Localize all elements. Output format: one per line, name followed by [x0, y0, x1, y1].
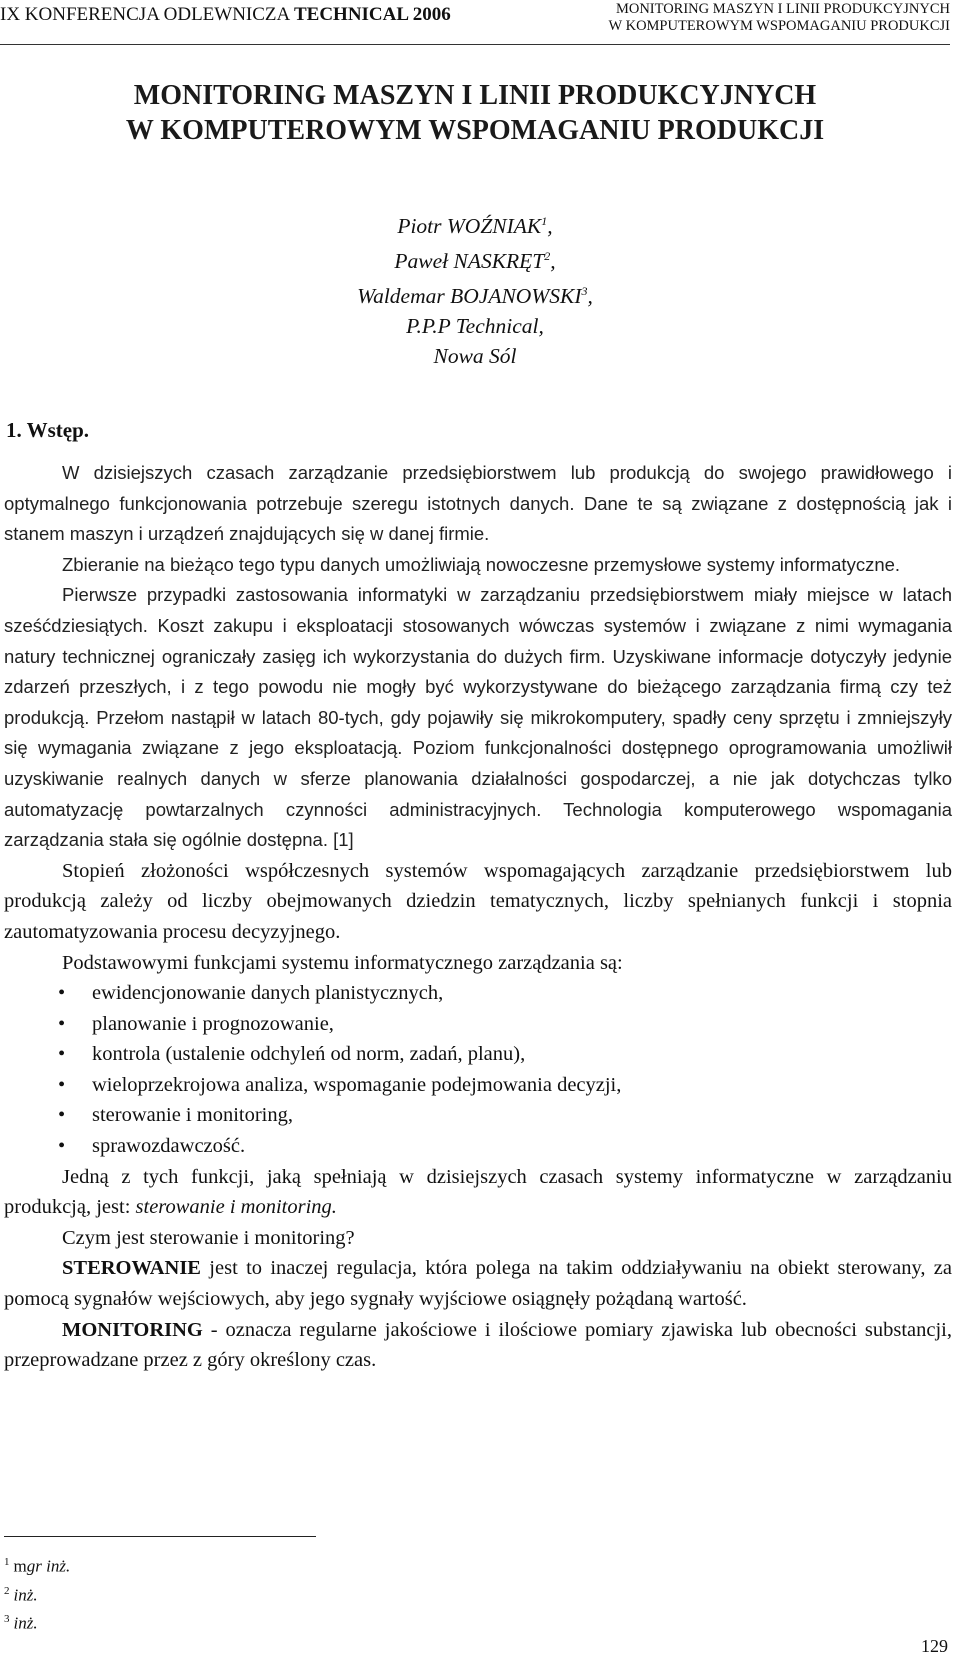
definition-sterowanie: jest to inaczej regulacja, która polega na takim oddziaływaniu na obiekt sterowany, za pomocą sygnałów wejściowych, aby jego sygnały wyjściowe osiągnęły pożądaną wartość.	[4, 1257, 952, 1311]
author-2-name: Paweł NASKRĘT	[394, 249, 545, 274]
affiliation-company: P.P.P Technical,	[406, 314, 544, 339]
footnote-2-text: inż.	[13, 1585, 38, 1605]
author-2-footnote-mark: 2	[544, 249, 551, 264]
paper-title-line1: MONITORING MASZYN I LINII PRODUKCYJNYCH	[133, 80, 817, 111]
conference-prefix: IX KONFERENCJA ODLEWNICZA	[0, 4, 290, 25]
paragraph-9	[4, 1315, 952, 1376]
list-item-text: kontrola (ustalenie odchyleń od norm, zadań, planu),	[92, 1043, 526, 1066]
author-2	[0, 241, 950, 276]
footnote-1-text: gr inż.	[26, 1556, 71, 1576]
list-item	[4, 1070, 952, 1101]
running-title-line1: MONITORING MASZYN I LINII PRODUKCYJNYCH	[615, 1, 950, 17]
running-title	[609, 1, 950, 35]
paragraph-6-emphasis: sterowanie i monitoring.	[135, 1196, 337, 1219]
bullet-icon: •	[58, 982, 66, 1005]
author-3	[0, 276, 950, 311]
paper-title	[0, 78, 950, 148]
footnote-divider	[4, 1536, 316, 1537]
author-1	[0, 206, 950, 241]
bullet-icon: •	[58, 1043, 66, 1066]
bullet-icon: •	[58, 1073, 66, 1096]
author-2-comma: ,	[550, 249, 556, 274]
paper-title-line2: W KOMPUTEROWYM WSPOMAGANIU PRODUKCJI	[125, 115, 825, 146]
footnote-1	[4, 1550, 70, 1579]
paragraph-6	[4, 1162, 952, 1223]
footnotes	[4, 1550, 70, 1636]
list-item	[4, 1100, 952, 1131]
footnote-3	[4, 1607, 70, 1636]
conference-name	[0, 4, 451, 26]
author-1-name: Piotr WOŹNIAK	[397, 214, 542, 239]
paragraph-1: W dzisiejszych czasach zarządzanie przedsiębiorstwem lub produkcją do swojego prawidłowego i optymalnego funkcjonowania potrzebuje szeregu istotnych danych. Dane te są związane z dostępnością jak i stanem maszyn i urządzeń znajdujących się w danej firmie.	[4, 462, 952, 545]
list-item-text: wieloprzekrojowa analiza, wspomaganie podejmowania decyzji,	[92, 1073, 622, 1096]
author-1-footnote-mark: 1	[541, 214, 548, 228]
author-3-footnote-mark: 3	[581, 284, 588, 299]
author-block	[0, 206, 950, 371]
list-item-text: sprawozdawczość.	[92, 1135, 246, 1158]
conference-bold: TECHNICAL 2006	[293, 4, 451, 25]
running-title-line2: W KOMPUTEROWYM WSPOMAGANIU PRODUKCJI	[608, 18, 950, 34]
footnote-3-number: 3	[4, 1613, 10, 1626]
footnote-2-number: 2	[4, 1584, 10, 1597]
term-sterowanie: STEROWANIE	[62, 1257, 201, 1280]
list-item-text: ewidencjonowanie danych planistycznych,	[92, 982, 444, 1005]
paragraph-7: Czym jest sterowanie i monitoring?	[62, 1226, 355, 1249]
function-list	[4, 978, 952, 1162]
author-1-comma: ,	[547, 214, 553, 239]
author-3-name: Waldemar BOJANOWSKI	[357, 284, 582, 309]
list-item-text: planowanie i prognozowanie,	[92, 1012, 334, 1035]
bullet-icon: •	[58, 1012, 66, 1035]
section-heading: 1. Wstęp.	[6, 418, 90, 442]
paragraph-6-text: Jedną z tych funkcji, jaką spełniają w dzisiejszych czasach systemy informatyczne w zarządzaniu produkcją, jest:	[4, 1165, 952, 1219]
footnote-1-number: 1	[4, 1556, 10, 1568]
footnote-3-text: inż.	[13, 1613, 38, 1633]
paragraph-8	[4, 1253, 952, 1314]
author-3-comma: ,	[587, 284, 593, 309]
list-item	[4, 1039, 952, 1070]
term-monitoring: MONITORING	[62, 1318, 203, 1341]
list-item	[4, 1009, 952, 1040]
body-text	[4, 458, 952, 1376]
definition-monitoring: - oznacza regularne jakościowe i ilościowe pomiary zjawiska lub obecności substancji, przeprowadzane przez z góry określony czas.	[4, 1318, 952, 1372]
list-item-text: sterowanie i monitoring,	[92, 1104, 293, 1127]
bullet-icon: •	[58, 1135, 66, 1158]
paragraph-4: Stopień złożoności współczesnych systemów wspomagających zarządzanie przedsiębiorstwem lub produkcją zależy od liczby obejmowanych dziedzin tematycznych, liczby spełnianych funkcji i stopnia zautomatyzowania procesu decyzyjnego.	[4, 859, 952, 943]
paragraph-3: Pierwsze przypadki zastosowania informatyki w zarządzaniu przedsiębiorstwem miały miejsce w latach sześćdziesiątych. Koszt zakupu i eksploatacji stosowanych wówczas systemów i związane z nimi wymagania natury technicznej ograniczały zasięg ich wykorzystania do dużych firm. Uzyskiwane informacje dotyczyły jedynie zdarzeń przeszłych, i z tego powodu nie mogły być wykorzystywane do bieżącego zarządzania firmą czy też produkcją. Przełom nastąpił w latach 80-tych, gdy pojawiły się mikrokomputery, spadły ceny sprzętu i zmniejszyły się wymagania związane z jego eksploatacją. Poziom funkcjonalności dostępnego oprogramowania umożliwił uzyskiwanie realnych danych w sferze planowania działalności gospodarczej, a nie jak dotychczas tylko automatyzację powtarzalnych czynności administracyjnych. Technologia komputerowego wspomagania zarządzania stała się ogólnie dostępna. [1]	[4, 584, 952, 851]
list-item	[4, 978, 952, 1009]
running-header	[0, 0, 950, 45]
list-item	[4, 1131, 952, 1162]
paragraph-5: Podstawowymi funkcjami systemu informatycznego zarządzania są:	[62, 951, 623, 974]
footnote-1-plain: m	[13, 1556, 27, 1576]
paragraph-2: Zbieranie na bieżąco tego typu danych umożliwiają nowoczesne przemysłowe systemy informatyczne.	[62, 553, 901, 575]
bullet-icon: •	[58, 1104, 66, 1127]
affiliation-city: Nowa Sól	[433, 344, 517, 369]
page-number: 129	[921, 1636, 948, 1656]
footnote-2	[4, 1579, 70, 1608]
